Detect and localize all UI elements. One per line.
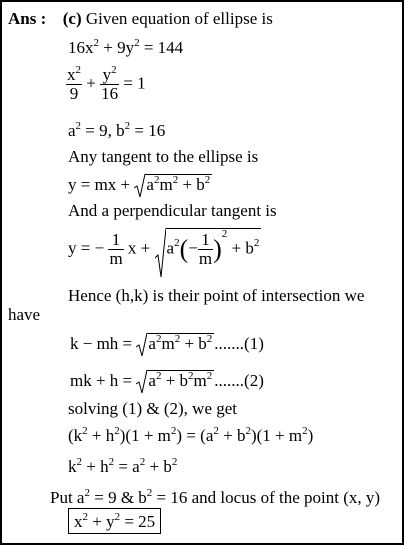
tangent-text: Any tangent to the ellipse is [68, 147, 259, 166]
equation-4: $k^2 + h^2 = a^2 + b^2$ [68, 456, 178, 476]
answer-header [8, 10, 273, 27]
equation-1: k − mh = $a^2m^2 + b^2$ .......(1) [70, 333, 264, 352]
perpendicular-text: And a perpendicular tangent is [68, 201, 277, 220]
ellipse-equation: $16x^2 + 9y^2 = 144$ [68, 37, 184, 57]
put-values-text: Put $a^2 = 9$ & $b^2 = 16$ and locus of the point (x, y) [50, 487, 381, 507]
option-label: (c) [62, 9, 82, 28]
perpendicular-equation: y = − $\frac{1}{m}$ x + $a^2(-$ $\frac{1}{m}$ )$^2 + b^2$ [68, 228, 261, 268]
ans-label: Ans : [8, 9, 47, 28]
a-b-values: $a^2 = 9$, $b^2 = 16$ [68, 120, 166, 140]
final-answer-box [68, 513, 161, 530]
standard-form: $\frac{x^2}{9}$ + $\frac{y^2}{16}$ = 1 [67, 64, 146, 103]
given-text: Given equation of ellipse is [85, 9, 273, 28]
tangent-equation: y = mx + $a^2m^2 + b^2$ [68, 174, 212, 193]
have-text: have [8, 305, 41, 324]
solving-text: solving (1) & (2), we get [68, 399, 238, 418]
final-answer: $x^2 + y^2 = 25$ [68, 508, 161, 534]
hence-text: Hence (h,k) is their point of intersection we [68, 286, 365, 305]
equation-3: $(k^2 + h^2)(1 + m^2) = (a^2 + b^2)(1 + m^2)$ [68, 425, 314, 445]
equation-2: mk + h = $a^2 + b^2m^2$ .......(2) [70, 370, 264, 389]
